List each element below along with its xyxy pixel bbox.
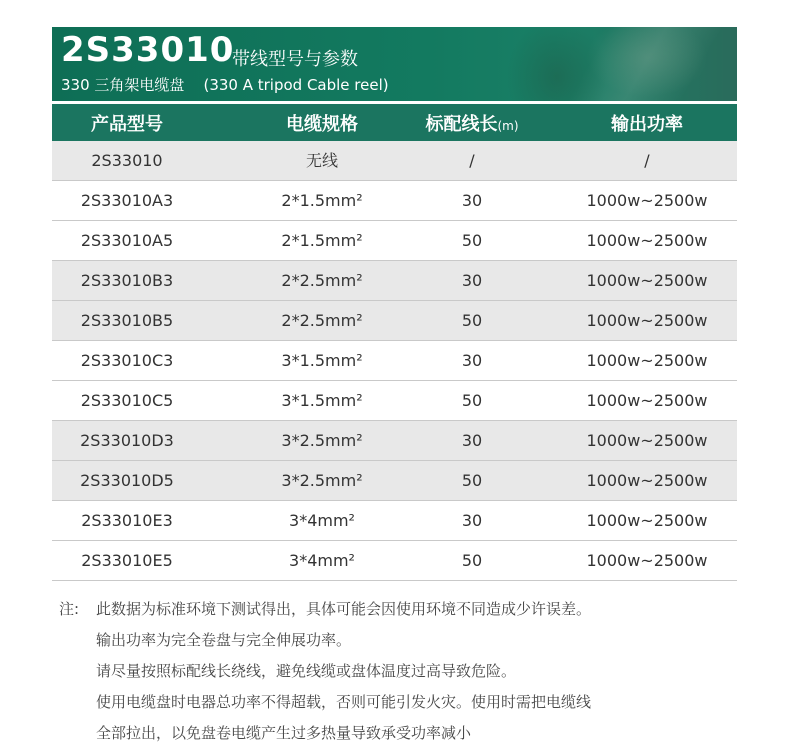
cell-model: 2S33010A3	[80, 191, 174, 210]
table-row	[52, 181, 737, 221]
table-row	[52, 221, 737, 261]
cell-power: 1000w~2500w	[586, 551, 708, 570]
model-number: 2S33010	[61, 30, 235, 70]
note-text: 全部拉出，以免盘卷电缆产生过多热量导致承受功率减小	[96, 724, 472, 742]
column-header-length-unit: (m)	[497, 118, 519, 133]
cell-power: 1000w~2500w	[586, 391, 708, 410]
cell-model: 2S33010D3	[80, 431, 174, 450]
note-line	[59, 625, 759, 656]
cell-power: 1000w~2500w	[586, 191, 708, 210]
cell-spec: 3*1.5mm²	[281, 351, 363, 370]
cell-length: /	[469, 151, 475, 170]
cell-spec: 无线	[305, 151, 338, 170]
table-row	[52, 461, 737, 501]
notes-section	[59, 594, 759, 749]
note-text: 此数据为标准环境下测试得出，具体可能会因使用环境不同造成少许误差。	[96, 600, 592, 618]
banner-subtitle: 330 三角架电缆盘 (330 A tripod Cable reel)	[61, 76, 389, 94]
cell-model: 2S33010C5	[80, 391, 174, 410]
cell-length: 30	[461, 191, 483, 210]
title-banner	[52, 27, 737, 101]
cell-length: 50	[461, 551, 483, 570]
table-row	[52, 141, 737, 181]
table-row	[52, 301, 737, 341]
banner-product-photo	[497, 27, 737, 101]
cell-length: 50	[461, 471, 483, 490]
cell-spec: 3*2.5mm²	[281, 471, 363, 490]
note-text: 请尽量按照标配线长绕线，避免线缆或盘体温度过高导致危险。	[96, 662, 517, 680]
cell-length: 30	[461, 431, 483, 450]
cell-power: 1000w~2500w	[586, 351, 708, 370]
cell-length: 30	[461, 351, 483, 370]
table-row	[52, 501, 737, 541]
table-header	[52, 104, 737, 141]
column-header-model: 产品型号	[91, 113, 163, 135]
cell-power: 1000w~2500w	[586, 271, 708, 290]
cell-power: /	[644, 151, 650, 170]
cell-model: 2S33010E5	[81, 551, 173, 570]
table-row	[52, 261, 737, 301]
cell-power: 1000w~2500w	[586, 431, 708, 450]
table-row	[52, 541, 737, 581]
cell-length: 50	[461, 391, 483, 410]
note-line	[59, 718, 759, 749]
cell-length: 30	[461, 511, 483, 530]
column-header-power: 输出功率	[611, 113, 683, 135]
cell-power: 1000w~2500w	[586, 471, 708, 490]
cell-model: 2S33010B5	[80, 311, 174, 330]
banner-title: 带线型号与参数	[232, 49, 358, 70]
note-line	[59, 656, 759, 687]
table-row	[52, 341, 737, 381]
note-label: 注:	[59, 600, 80, 618]
table-row	[52, 421, 737, 461]
column-header-length-label: 标配线长	[425, 113, 498, 135]
note-line	[59, 687, 759, 718]
cell-power: 1000w~2500w	[586, 511, 708, 530]
cell-spec: 2*1.5mm²	[281, 231, 363, 250]
cell-model: 2S33010C3	[80, 351, 174, 370]
note-line	[59, 594, 759, 625]
column-header-length	[392, 110, 552, 136]
cell-spec: 3*2.5mm²	[281, 431, 363, 450]
cell-length: 30	[461, 271, 483, 290]
cell-model: 2S33010	[91, 151, 163, 170]
cell-spec: 2*2.5mm²	[281, 271, 363, 290]
cell-power: 1000w~2500w	[586, 311, 708, 330]
cell-model: 2S33010B3	[80, 271, 174, 290]
cell-model: 2S33010A5	[80, 231, 174, 250]
cell-model: 2S33010D5	[80, 471, 174, 490]
note-text: 输出功率为完全卷盘与完全伸展功率。	[96, 631, 352, 649]
cell-spec: 2*1.5mm²	[281, 191, 363, 210]
cell-length: 50	[461, 231, 483, 250]
spec-table-body	[52, 141, 737, 581]
table-row	[52, 381, 737, 421]
cell-power: 1000w~2500w	[586, 231, 708, 250]
cell-model: 2S33010E3	[81, 511, 173, 530]
cell-length: 50	[461, 311, 483, 330]
cell-spec: 3*1.5mm²	[281, 391, 363, 410]
cell-spec: 2*2.5mm²	[281, 311, 363, 330]
column-header-spec: 电缆规格	[286, 113, 358, 135]
note-text: 使用电缆盘时电器总功率不得超载，否则可能引发火灾。使用时需把电缆线	[96, 693, 592, 711]
cell-spec: 3*4mm²	[289, 511, 355, 530]
cell-spec: 3*4mm²	[289, 551, 355, 570]
